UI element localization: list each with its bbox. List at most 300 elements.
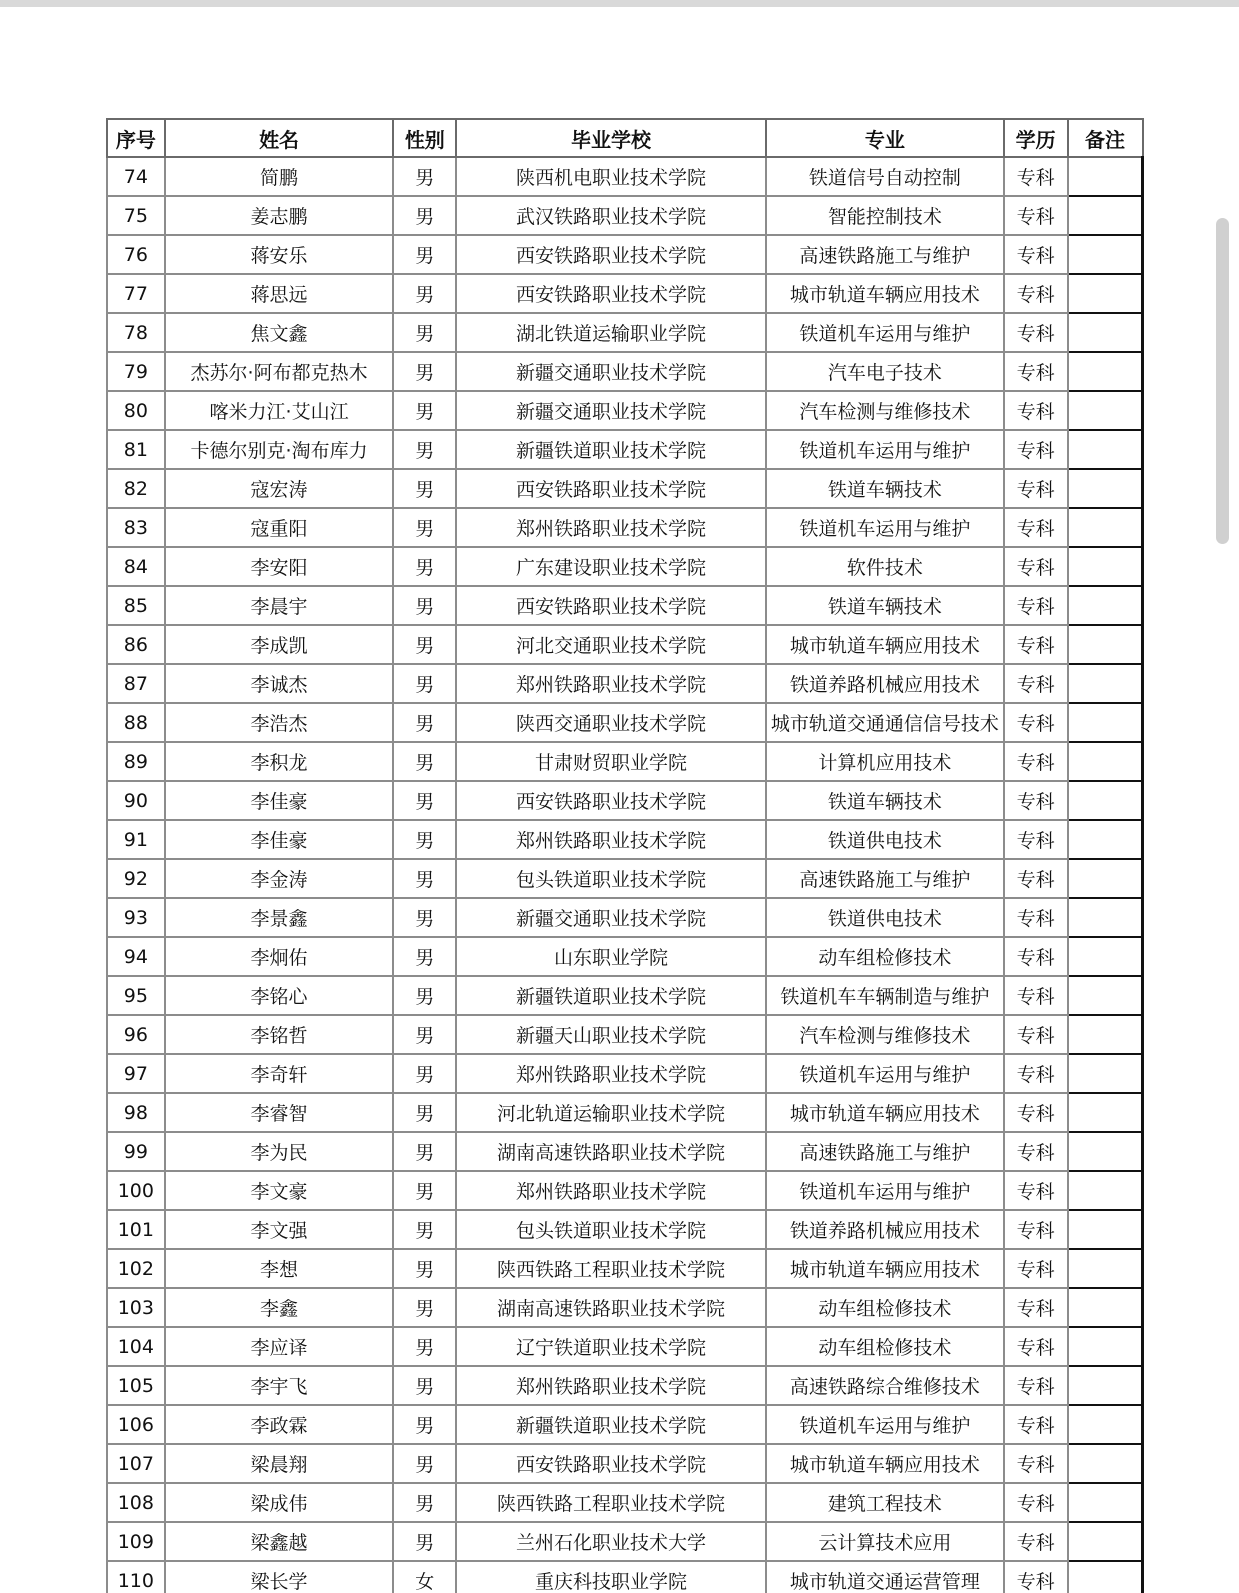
cell-major: 铁道车辆技术 bbox=[766, 586, 1004, 625]
cell-school: 新疆天山职业技术学院 bbox=[456, 1015, 766, 1054]
cell-degree: 专科 bbox=[1004, 391, 1068, 430]
cell-name: 李晨宇 bbox=[165, 586, 394, 625]
table-row bbox=[107, 469, 1143, 508]
cell-seq: 89 bbox=[107, 742, 165, 781]
table-row bbox=[107, 1327, 1143, 1366]
cell-gender: 男 bbox=[393, 508, 456, 547]
cell-major: 铁道供电技术 bbox=[766, 820, 1004, 859]
header-major: 专业 bbox=[766, 119, 1004, 157]
cell-remark bbox=[1068, 1288, 1143, 1327]
cell-school: 新疆交通职业技术学院 bbox=[456, 352, 766, 391]
cell-school: 西安铁路职业技术学院 bbox=[456, 1444, 766, 1483]
cell-gender: 男 bbox=[393, 430, 456, 469]
cell-remark bbox=[1068, 1561, 1143, 1593]
cell-gender: 男 bbox=[393, 469, 456, 508]
cell-gender: 男 bbox=[393, 1405, 456, 1444]
cell-degree: 专科 bbox=[1004, 235, 1068, 274]
cell-name: 杰苏尔·阿布都克热木 bbox=[165, 352, 394, 391]
cell-school: 西安铁路职业技术学院 bbox=[456, 469, 766, 508]
table-row bbox=[107, 898, 1143, 937]
cell-name: 李为民 bbox=[165, 1132, 394, 1171]
cell-remark bbox=[1068, 235, 1143, 274]
cell-degree: 专科 bbox=[1004, 508, 1068, 547]
table-row bbox=[107, 1405, 1143, 1444]
cell-seq: 84 bbox=[107, 547, 165, 586]
table-row bbox=[107, 859, 1143, 898]
viewer-top-bar bbox=[0, 0, 1239, 7]
cell-major: 铁道机车运用与维护 bbox=[766, 313, 1004, 352]
cell-remark bbox=[1068, 664, 1143, 703]
cell-major: 城市轨道交通运营管理 bbox=[766, 1561, 1004, 1593]
cell-degree: 专科 bbox=[1004, 430, 1068, 469]
cell-remark bbox=[1068, 1210, 1143, 1249]
table-body bbox=[107, 157, 1143, 1593]
cell-major: 铁道养路机械应用技术 bbox=[766, 1210, 1004, 1249]
cell-gender: 男 bbox=[393, 976, 456, 1015]
table-row bbox=[107, 820, 1143, 859]
cell-school: 武汉铁路职业技术学院 bbox=[456, 196, 766, 235]
cell-degree: 专科 bbox=[1004, 547, 1068, 586]
cell-name: 李政霖 bbox=[165, 1405, 394, 1444]
cell-major: 铁道机车运用与维护 bbox=[766, 430, 1004, 469]
cell-remark bbox=[1068, 1522, 1143, 1561]
cell-remark bbox=[1068, 469, 1143, 508]
cell-remark bbox=[1068, 781, 1143, 820]
cell-seq: 99 bbox=[107, 1132, 165, 1171]
cell-school: 新疆交通职业技术学院 bbox=[456, 898, 766, 937]
graduate-table bbox=[106, 118, 1144, 1593]
cell-gender: 男 bbox=[393, 391, 456, 430]
cell-seq: 83 bbox=[107, 508, 165, 547]
table-row bbox=[107, 1249, 1143, 1288]
cell-gender: 男 bbox=[393, 742, 456, 781]
cell-remark bbox=[1068, 430, 1143, 469]
cell-remark bbox=[1068, 1015, 1143, 1054]
cell-remark bbox=[1068, 820, 1143, 859]
cell-major: 城市轨道车辆应用技术 bbox=[766, 1093, 1004, 1132]
cell-remark bbox=[1068, 1132, 1143, 1171]
cell-name: 梁长学 bbox=[165, 1561, 394, 1593]
cell-seq: 88 bbox=[107, 703, 165, 742]
cell-seq: 74 bbox=[107, 157, 165, 196]
cell-major: 城市轨道车辆应用技术 bbox=[766, 625, 1004, 664]
cell-name: 简鹏 bbox=[165, 157, 394, 196]
cell-gender: 男 bbox=[393, 235, 456, 274]
cell-name: 蒋安乐 bbox=[165, 235, 394, 274]
cell-seq: 100 bbox=[107, 1171, 165, 1210]
cell-major: 高速铁路施工与维护 bbox=[766, 1132, 1004, 1171]
table-row bbox=[107, 1483, 1143, 1522]
cell-name: 李成凯 bbox=[165, 625, 394, 664]
cell-seq: 108 bbox=[107, 1483, 165, 1522]
cell-name: 梁鑫越 bbox=[165, 1522, 394, 1561]
cell-seq: 93 bbox=[107, 898, 165, 937]
cell-major: 建筑工程技术 bbox=[766, 1483, 1004, 1522]
cell-gender: 男 bbox=[393, 1522, 456, 1561]
cell-seq: 97 bbox=[107, 1054, 165, 1093]
cell-degree: 专科 bbox=[1004, 313, 1068, 352]
table-row bbox=[107, 1093, 1143, 1132]
cell-gender: 男 bbox=[393, 1132, 456, 1171]
cell-gender: 男 bbox=[393, 1093, 456, 1132]
cell-major: 铁道供电技术 bbox=[766, 898, 1004, 937]
scrollbar-thumb[interactable] bbox=[1216, 218, 1229, 544]
cell-name: 梁晨翔 bbox=[165, 1444, 394, 1483]
cell-remark bbox=[1068, 313, 1143, 352]
table-row bbox=[107, 976, 1143, 1015]
cell-gender: 男 bbox=[393, 352, 456, 391]
cell-degree: 专科 bbox=[1004, 1561, 1068, 1593]
table-row bbox=[107, 547, 1143, 586]
cell-school: 西安铁路职业技术学院 bbox=[456, 586, 766, 625]
cell-degree: 专科 bbox=[1004, 469, 1068, 508]
cell-degree: 专科 bbox=[1004, 1132, 1068, 1171]
cell-school: 新疆铁道职业技术学院 bbox=[456, 976, 766, 1015]
cell-seq: 95 bbox=[107, 976, 165, 1015]
cell-degree: 专科 bbox=[1004, 742, 1068, 781]
cell-school: 新疆交通职业技术学院 bbox=[456, 391, 766, 430]
table-row bbox=[107, 1132, 1143, 1171]
cell-school: 广东建设职业技术学院 bbox=[456, 547, 766, 586]
cell-seq: 80 bbox=[107, 391, 165, 430]
cell-remark bbox=[1068, 391, 1143, 430]
cell-school: 湖北铁道运输职业学院 bbox=[456, 313, 766, 352]
header-name: 姓名 bbox=[165, 119, 394, 157]
cell-name: 李想 bbox=[165, 1249, 394, 1288]
cell-seq: 91 bbox=[107, 820, 165, 859]
cell-major: 铁道车辆技术 bbox=[766, 781, 1004, 820]
cell-major: 汽车检测与维修技术 bbox=[766, 1015, 1004, 1054]
cell-degree: 专科 bbox=[1004, 1249, 1068, 1288]
cell-name: 梁成伟 bbox=[165, 1483, 394, 1522]
cell-gender: 男 bbox=[393, 625, 456, 664]
cell-seq: 79 bbox=[107, 352, 165, 391]
cell-gender: 男 bbox=[393, 1483, 456, 1522]
cell-degree: 专科 bbox=[1004, 898, 1068, 937]
table-row bbox=[107, 274, 1143, 313]
cell-gender: 男 bbox=[393, 664, 456, 703]
cell-gender: 女 bbox=[393, 1561, 456, 1593]
cell-gender: 男 bbox=[393, 1054, 456, 1093]
table-header bbox=[107, 119, 1143, 157]
cell-school: 河北交通职业技术学院 bbox=[456, 625, 766, 664]
cell-name: 卡德尔别克·淘布库力 bbox=[165, 430, 394, 469]
cell-name: 李安阳 bbox=[165, 547, 394, 586]
cell-degree: 专科 bbox=[1004, 196, 1068, 235]
cell-seq: 90 bbox=[107, 781, 165, 820]
cell-remark bbox=[1068, 1327, 1143, 1366]
cell-degree: 专科 bbox=[1004, 976, 1068, 1015]
cell-degree: 专科 bbox=[1004, 703, 1068, 742]
cell-major: 动车组检修技术 bbox=[766, 937, 1004, 976]
cell-degree: 专科 bbox=[1004, 820, 1068, 859]
header-degree: 学历 bbox=[1004, 119, 1068, 157]
cell-remark bbox=[1068, 742, 1143, 781]
cell-degree: 专科 bbox=[1004, 1366, 1068, 1405]
cell-remark bbox=[1068, 703, 1143, 742]
cell-degree: 专科 bbox=[1004, 352, 1068, 391]
cell-gender: 男 bbox=[393, 274, 456, 313]
cell-gender: 男 bbox=[393, 1210, 456, 1249]
cell-seq: 104 bbox=[107, 1327, 165, 1366]
cell-remark bbox=[1068, 274, 1143, 313]
table-row bbox=[107, 1171, 1143, 1210]
document-page bbox=[106, 118, 1144, 1593]
cell-major: 铁道养路机械应用技术 bbox=[766, 664, 1004, 703]
cell-gender: 男 bbox=[393, 820, 456, 859]
cell-remark bbox=[1068, 547, 1143, 586]
cell-seq: 75 bbox=[107, 196, 165, 235]
table-row bbox=[107, 586, 1143, 625]
cell-gender: 男 bbox=[393, 937, 456, 976]
cell-seq: 103 bbox=[107, 1288, 165, 1327]
table-row bbox=[107, 625, 1143, 664]
cell-major: 铁道机车运用与维护 bbox=[766, 1171, 1004, 1210]
cell-major: 动车组检修技术 bbox=[766, 1327, 1004, 1366]
cell-gender: 男 bbox=[393, 1327, 456, 1366]
cell-school: 兰州石化职业技术大学 bbox=[456, 1522, 766, 1561]
cell-remark bbox=[1068, 352, 1143, 391]
table-row bbox=[107, 313, 1143, 352]
cell-gender: 男 bbox=[393, 547, 456, 586]
table-row bbox=[107, 157, 1143, 196]
cell-name: 李积龙 bbox=[165, 742, 394, 781]
cell-major: 铁道机车车辆制造与维护 bbox=[766, 976, 1004, 1015]
cell-remark bbox=[1068, 508, 1143, 547]
cell-remark bbox=[1068, 1444, 1143, 1483]
cell-seq: 76 bbox=[107, 235, 165, 274]
cell-seq: 86 bbox=[107, 625, 165, 664]
table-row bbox=[107, 391, 1143, 430]
cell-degree: 专科 bbox=[1004, 157, 1068, 196]
cell-seq: 87 bbox=[107, 664, 165, 703]
cell-degree: 专科 bbox=[1004, 937, 1068, 976]
cell-name: 李应译 bbox=[165, 1327, 394, 1366]
cell-school: 陕西交通职业技术学院 bbox=[456, 703, 766, 742]
cell-major: 动车组检修技术 bbox=[766, 1288, 1004, 1327]
header-remark: 备注 bbox=[1068, 119, 1143, 157]
cell-degree: 专科 bbox=[1004, 1522, 1068, 1561]
cell-name: 焦文鑫 bbox=[165, 313, 394, 352]
cell-remark bbox=[1068, 157, 1143, 196]
cell-remark bbox=[1068, 1366, 1143, 1405]
cell-degree: 专科 bbox=[1004, 625, 1068, 664]
cell-name: 喀米力江·艾山江 bbox=[165, 391, 394, 430]
cell-school: 新疆铁道职业技术学院 bbox=[456, 430, 766, 469]
table-row bbox=[107, 1210, 1143, 1249]
cell-major: 铁道信号自动控制 bbox=[766, 157, 1004, 196]
cell-major: 高速铁路施工与维护 bbox=[766, 235, 1004, 274]
header-gender: 性别 bbox=[393, 119, 456, 157]
cell-seq: 98 bbox=[107, 1093, 165, 1132]
table-row bbox=[107, 352, 1143, 391]
cell-school: 郑州铁路职业技术学院 bbox=[456, 1054, 766, 1093]
cell-major: 云计算技术应用 bbox=[766, 1522, 1004, 1561]
cell-school: 山东职业学院 bbox=[456, 937, 766, 976]
cell-major: 城市轨道交通通信信号技术 bbox=[766, 703, 1004, 742]
cell-major: 城市轨道车辆应用技术 bbox=[766, 1249, 1004, 1288]
cell-gender: 男 bbox=[393, 859, 456, 898]
table-row bbox=[107, 1522, 1143, 1561]
cell-seq: 102 bbox=[107, 1249, 165, 1288]
table-row bbox=[107, 508, 1143, 547]
table-row bbox=[107, 742, 1143, 781]
cell-degree: 专科 bbox=[1004, 1093, 1068, 1132]
cell-gender: 男 bbox=[393, 781, 456, 820]
cell-name: 李睿智 bbox=[165, 1093, 394, 1132]
cell-gender: 男 bbox=[393, 1015, 456, 1054]
cell-gender: 男 bbox=[393, 196, 456, 235]
cell-major: 铁道机车运用与维护 bbox=[766, 1405, 1004, 1444]
table-row bbox=[107, 1054, 1143, 1093]
table-row bbox=[107, 1288, 1143, 1327]
cell-major: 城市轨道车辆应用技术 bbox=[766, 1444, 1004, 1483]
cell-school: 陕西机电职业技术学院 bbox=[456, 157, 766, 196]
cell-gender: 男 bbox=[393, 1171, 456, 1210]
cell-school: 陕西铁路工程职业技术学院 bbox=[456, 1249, 766, 1288]
table-row bbox=[107, 1366, 1143, 1405]
cell-remark bbox=[1068, 1483, 1143, 1522]
cell-degree: 专科 bbox=[1004, 586, 1068, 625]
cell-gender: 男 bbox=[393, 1444, 456, 1483]
table-row bbox=[107, 1015, 1143, 1054]
cell-school: 湖南高速铁路职业技术学院 bbox=[456, 1132, 766, 1171]
table-row bbox=[107, 196, 1143, 235]
cell-name: 李文强 bbox=[165, 1210, 394, 1249]
cell-remark bbox=[1068, 1054, 1143, 1093]
cell-school: 郑州铁路职业技术学院 bbox=[456, 1171, 766, 1210]
cell-school: 西安铁路职业技术学院 bbox=[456, 235, 766, 274]
cell-name: 李诚杰 bbox=[165, 664, 394, 703]
cell-gender: 男 bbox=[393, 586, 456, 625]
table-row bbox=[107, 235, 1143, 274]
cell-remark bbox=[1068, 1249, 1143, 1288]
cell-seq: 85 bbox=[107, 586, 165, 625]
cell-major: 城市轨道车辆应用技术 bbox=[766, 274, 1004, 313]
cell-name: 李炯佑 bbox=[165, 937, 394, 976]
header-seq: 序号 bbox=[107, 119, 165, 157]
cell-degree: 专科 bbox=[1004, 1444, 1068, 1483]
cell-gender: 男 bbox=[393, 313, 456, 352]
cell-major: 高速铁路施工与维护 bbox=[766, 859, 1004, 898]
cell-school: 辽宁铁道职业技术学院 bbox=[456, 1327, 766, 1366]
cell-seq: 110 bbox=[107, 1561, 165, 1593]
cell-school: 重庆科技职业学院 bbox=[456, 1561, 766, 1593]
cell-school: 郑州铁路职业技术学院 bbox=[456, 820, 766, 859]
cell-degree: 专科 bbox=[1004, 1327, 1068, 1366]
cell-remark bbox=[1068, 859, 1143, 898]
cell-name: 李佳豪 bbox=[165, 820, 394, 859]
cell-seq: 82 bbox=[107, 469, 165, 508]
cell-name: 李佳豪 bbox=[165, 781, 394, 820]
cell-school: 新疆铁道职业技术学院 bbox=[456, 1405, 766, 1444]
cell-name: 寇重阳 bbox=[165, 508, 394, 547]
cell-seq: 105 bbox=[107, 1366, 165, 1405]
cell-major: 智能控制技术 bbox=[766, 196, 1004, 235]
cell-degree: 专科 bbox=[1004, 1210, 1068, 1249]
cell-degree: 专科 bbox=[1004, 664, 1068, 703]
cell-degree: 专科 bbox=[1004, 781, 1068, 820]
cell-school: 包头铁道职业技术学院 bbox=[456, 859, 766, 898]
cell-degree: 专科 bbox=[1004, 859, 1068, 898]
cell-degree: 专科 bbox=[1004, 1015, 1068, 1054]
header-school: 毕业学校 bbox=[456, 119, 766, 157]
cell-gender: 男 bbox=[393, 157, 456, 196]
cell-remark bbox=[1068, 1171, 1143, 1210]
cell-name: 蒋思远 bbox=[165, 274, 394, 313]
cell-gender: 男 bbox=[393, 1288, 456, 1327]
cell-degree: 专科 bbox=[1004, 1054, 1068, 1093]
cell-degree: 专科 bbox=[1004, 1405, 1068, 1444]
cell-school: 河北轨道运输职业技术学院 bbox=[456, 1093, 766, 1132]
cell-name: 寇宏涛 bbox=[165, 469, 394, 508]
cell-gender: 男 bbox=[393, 1366, 456, 1405]
cell-remark bbox=[1068, 976, 1143, 1015]
cell-seq: 92 bbox=[107, 859, 165, 898]
cell-major: 汽车电子技术 bbox=[766, 352, 1004, 391]
cell-remark bbox=[1068, 1405, 1143, 1444]
cell-major: 汽车检测与维修技术 bbox=[766, 391, 1004, 430]
cell-school: 西安铁路职业技术学院 bbox=[456, 274, 766, 313]
table-row bbox=[107, 1444, 1143, 1483]
cell-seq: 81 bbox=[107, 430, 165, 469]
cell-seq: 106 bbox=[107, 1405, 165, 1444]
cell-school: 郑州铁路职业技术学院 bbox=[456, 1366, 766, 1405]
cell-major: 计算机应用技术 bbox=[766, 742, 1004, 781]
cell-gender: 男 bbox=[393, 898, 456, 937]
cell-school: 郑州铁路职业技术学院 bbox=[456, 508, 766, 547]
cell-school: 郑州铁路职业技术学院 bbox=[456, 664, 766, 703]
cell-name: 姜志鹏 bbox=[165, 196, 394, 235]
table-row bbox=[107, 1561, 1143, 1593]
cell-seq: 107 bbox=[107, 1444, 165, 1483]
cell-degree: 专科 bbox=[1004, 1171, 1068, 1210]
table-row bbox=[107, 430, 1143, 469]
table-row bbox=[107, 703, 1143, 742]
cell-name: 李浩杰 bbox=[165, 703, 394, 742]
cell-school: 西安铁路职业技术学院 bbox=[456, 781, 766, 820]
cell-seq: 109 bbox=[107, 1522, 165, 1561]
cell-seq: 96 bbox=[107, 1015, 165, 1054]
cell-school: 甘肃财贸职业学院 bbox=[456, 742, 766, 781]
cell-seq: 78 bbox=[107, 313, 165, 352]
table-row bbox=[107, 781, 1143, 820]
cell-remark bbox=[1068, 586, 1143, 625]
cell-degree: 专科 bbox=[1004, 1288, 1068, 1327]
cell-seq: 77 bbox=[107, 274, 165, 313]
cell-name: 李奇轩 bbox=[165, 1054, 394, 1093]
cell-degree: 专科 bbox=[1004, 1483, 1068, 1522]
cell-remark bbox=[1068, 898, 1143, 937]
cell-remark bbox=[1068, 625, 1143, 664]
cell-name: 李铭心 bbox=[165, 976, 394, 1015]
cell-remark bbox=[1068, 937, 1143, 976]
cell-remark bbox=[1068, 196, 1143, 235]
cell-gender: 男 bbox=[393, 703, 456, 742]
cell-name: 李宇飞 bbox=[165, 1366, 394, 1405]
cell-name: 李景鑫 bbox=[165, 898, 394, 937]
cell-major: 铁道车辆技术 bbox=[766, 469, 1004, 508]
cell-seq: 94 bbox=[107, 937, 165, 976]
cell-name: 李文豪 bbox=[165, 1171, 394, 1210]
cell-major: 高速铁路综合维修技术 bbox=[766, 1366, 1004, 1405]
cell-name: 李铭哲 bbox=[165, 1015, 394, 1054]
cell-major: 软件技术 bbox=[766, 547, 1004, 586]
cell-school: 陕西铁路工程职业技术学院 bbox=[456, 1483, 766, 1522]
cell-degree: 专科 bbox=[1004, 274, 1068, 313]
cell-name: 李金涛 bbox=[165, 859, 394, 898]
cell-school: 湖南高速铁路职业技术学院 bbox=[456, 1288, 766, 1327]
